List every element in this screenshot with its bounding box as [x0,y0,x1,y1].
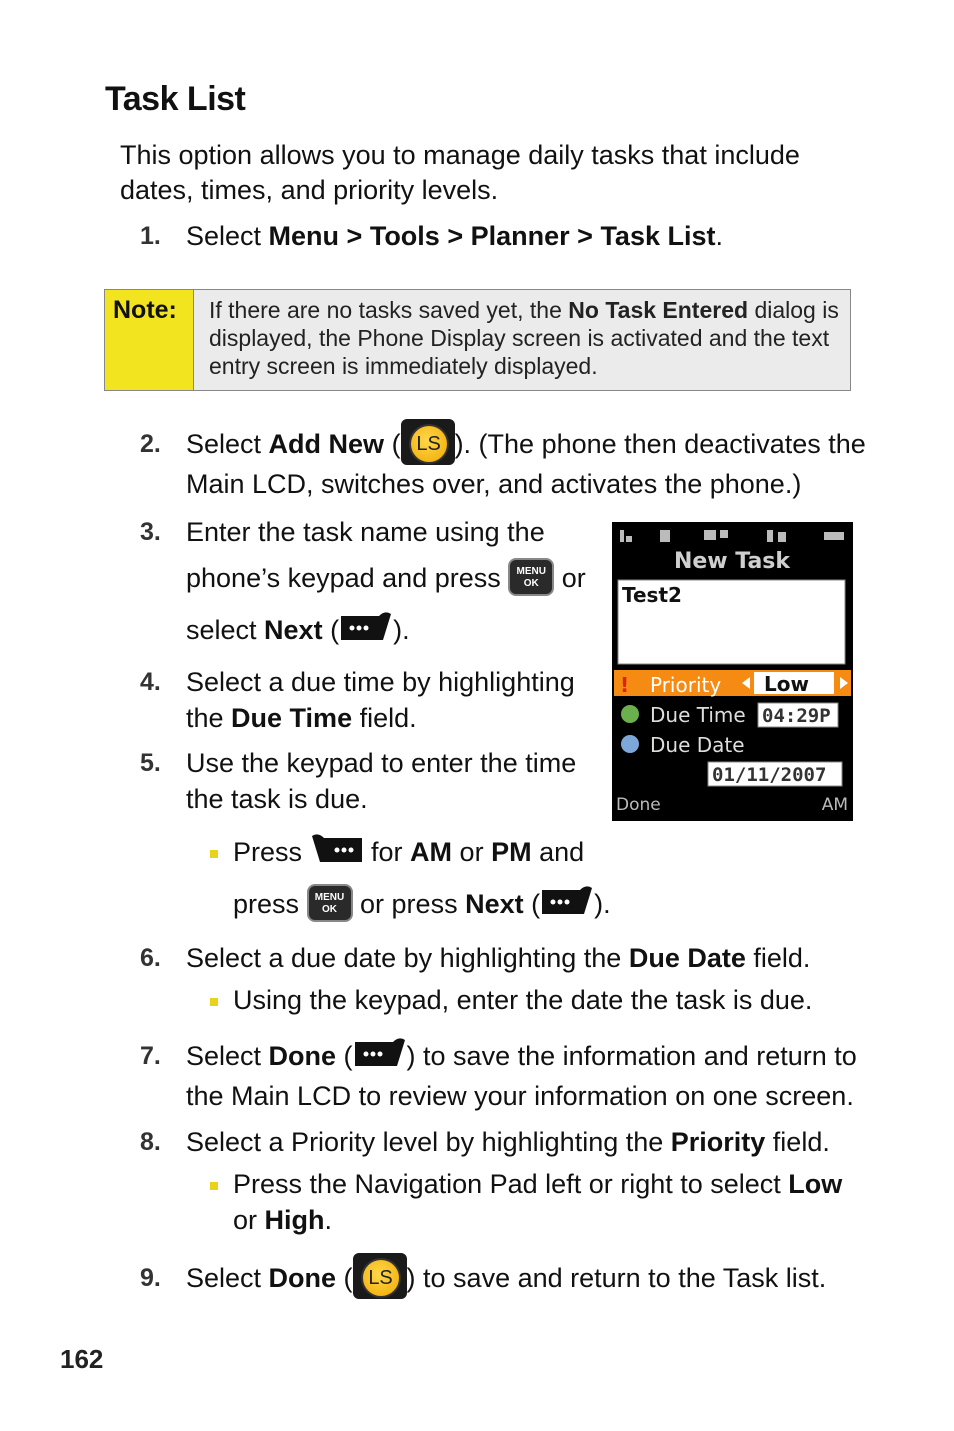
calendar-icon [621,735,639,753]
text: ( [384,429,401,459]
bullet-text-line1 [233,834,584,870]
step-text-line2: the task is due. [186,784,368,814]
note-text [209,296,839,380]
text: or [452,837,492,867]
ls-key-icon [353,1253,407,1299]
text: ). (The phone then deactivates the [454,429,866,459]
step-9 [0,1258,954,1304]
step-text-line3 [186,612,410,648]
step-text [186,1124,830,1160]
text: ( [336,1263,353,1293]
due-time-value: 04:29P [762,705,831,727]
step-6 [0,940,954,1020]
phone-header-title: New Task [673,549,791,574]
bullet-text: Using the keypad, enter the date the task is due. [233,985,813,1015]
step-text-line1: Use the keypad to enter the time [186,748,577,778]
menu-label: MENU [314,891,345,903]
phone-screen-graphic [612,522,853,821]
separator: > [439,221,471,251]
priority-label: Priority [650,673,722,697]
next-term: Next [465,889,524,919]
no-task-entered-term: No Task Entered [568,297,749,323]
step-text-line1: Select a due time by highlighting [186,667,575,697]
step-text-line2: the Main LCD to review your information on one screen. [186,1081,854,1111]
text: field. [352,703,417,733]
text: Select [186,1041,269,1071]
text: select [186,615,265,645]
right-softkey-icon [353,1036,407,1072]
step-text [186,218,723,254]
step-1 [0,218,954,258]
step-number: 3. [140,518,161,546]
phone-screen [612,522,853,821]
step-number: 1. [140,222,161,250]
clock-icon [621,705,639,723]
step-text-line1: Enter the task name using the [186,517,545,547]
menu-label: MENU [516,565,546,577]
text: or [554,563,586,593]
ls-label: LS [361,1258,401,1298]
text: Press the Navigation Pad left or right to select [233,1169,789,1199]
text: Select [186,221,269,251]
due-date-label: Due Date [650,733,745,757]
text: or press [352,889,466,919]
text: ) to save the information and return to [406,1041,857,1071]
bullet-text-line2 [233,1202,332,1238]
text: . [324,1205,333,1235]
next-term: Next [264,615,323,645]
text: Select a Priority level by highlighting the [186,1127,671,1157]
step-text-line2 [186,700,417,736]
text: the [186,703,232,733]
step-number: 8. [140,1128,161,1156]
note-label: Note: [105,290,194,390]
step-number: 9. [140,1264,161,1292]
step-3 [0,512,600,662]
text: or [233,1205,265,1235]
step-text [186,1260,826,1299]
high-term: High [264,1205,325,1235]
softkey-done[interactable]: Done [616,795,661,815]
menu-ok-key-icon [508,558,554,596]
text: ) to save and return to the Task list. [406,1263,827,1293]
step-number: 2. [140,430,161,458]
planner-term: Planner [470,221,570,251]
page-title: Task List [105,80,246,118]
text: Select [186,1263,269,1293]
text: ( [523,889,541,919]
am-term: AM [410,837,453,867]
step-number: 7. [140,1042,161,1070]
tasklist-term: Task List [600,221,716,251]
intro-paragraph: This option allows you to manage daily tasks that include dates, times, and priority levels. [120,140,800,205]
text: If there are no tasks saved yet, the [209,297,569,323]
bullet-marker [210,850,218,858]
text: ( [336,1041,353,1071]
tools-term: Tools [369,221,440,251]
separator: > [569,221,601,251]
text: ( [322,615,340,645]
right-softkey-icon [540,884,594,920]
step-text-line2: Main LCD, switches over, and activates the phone.) [186,469,802,499]
done-term: Done [268,1041,337,1071]
bullet-marker [210,1182,218,1190]
ok-label: OK [523,577,539,589]
ls-key-icon [401,419,455,465]
step-text-line1 [186,1038,857,1074]
step-number: 5. [140,749,161,777]
step-7 [0,1038,954,1118]
right-softkey-icon [339,610,393,646]
text: and [531,837,585,867]
left-softkey-icon [310,832,364,868]
step-text-line2 [186,560,586,596]
step-text [186,426,866,465]
text: . [715,221,723,251]
text: phone’s keypad and press [186,563,509,593]
add-new-term: Add New [268,429,385,459]
softkey-am[interactable]: AM [821,795,848,815]
step-number: 4. [140,668,161,696]
text: field. [765,1127,830,1157]
text: ). [594,889,611,919]
ok-label: OK [322,903,338,915]
bullet-text-line2 [233,886,611,922]
due-time-term: Due Time [231,703,353,733]
due-time-label: Due Time [650,703,746,727]
due-date-value: 01/11/2007 [712,764,827,786]
step-number: 6. [140,944,161,972]
done-term: Done [268,1263,337,1293]
text: ). [393,615,410,645]
priority-term: Priority [670,1127,766,1157]
task-name-value: Test2 [622,583,682,607]
pm-term: PM [491,837,532,867]
priority-value: Low [764,672,809,696]
step-4 [0,664,600,740]
note-box [104,289,851,391]
step-2 [0,422,954,512]
text: Select a due date by highlighting the [186,943,629,973]
ls-label: LS [409,424,449,464]
step-8 [0,1124,954,1244]
text: Press [233,837,310,867]
step-text [186,940,810,976]
text: press [233,889,307,919]
priority-alert-icon: ! [620,673,630,697]
menu-ok-key-icon [307,884,353,922]
bullet-marker [210,998,218,1006]
menu-term: Menu [268,221,340,251]
step-5-bullet [0,834,954,934]
text: for [363,837,411,867]
text: Select [186,429,269,459]
text: field. [745,943,811,973]
text: dialog is displayed, the Phone Display screen is activated and the text entry screen is immediately displayed. [209,297,839,379]
separator: > [339,221,370,251]
bullet-text-line1 [233,1166,842,1202]
due-date-term: Due Date [628,943,746,973]
page-number: 162 [60,1344,104,1374]
low-term: Low [788,1169,843,1199]
step-5 [0,745,600,821]
